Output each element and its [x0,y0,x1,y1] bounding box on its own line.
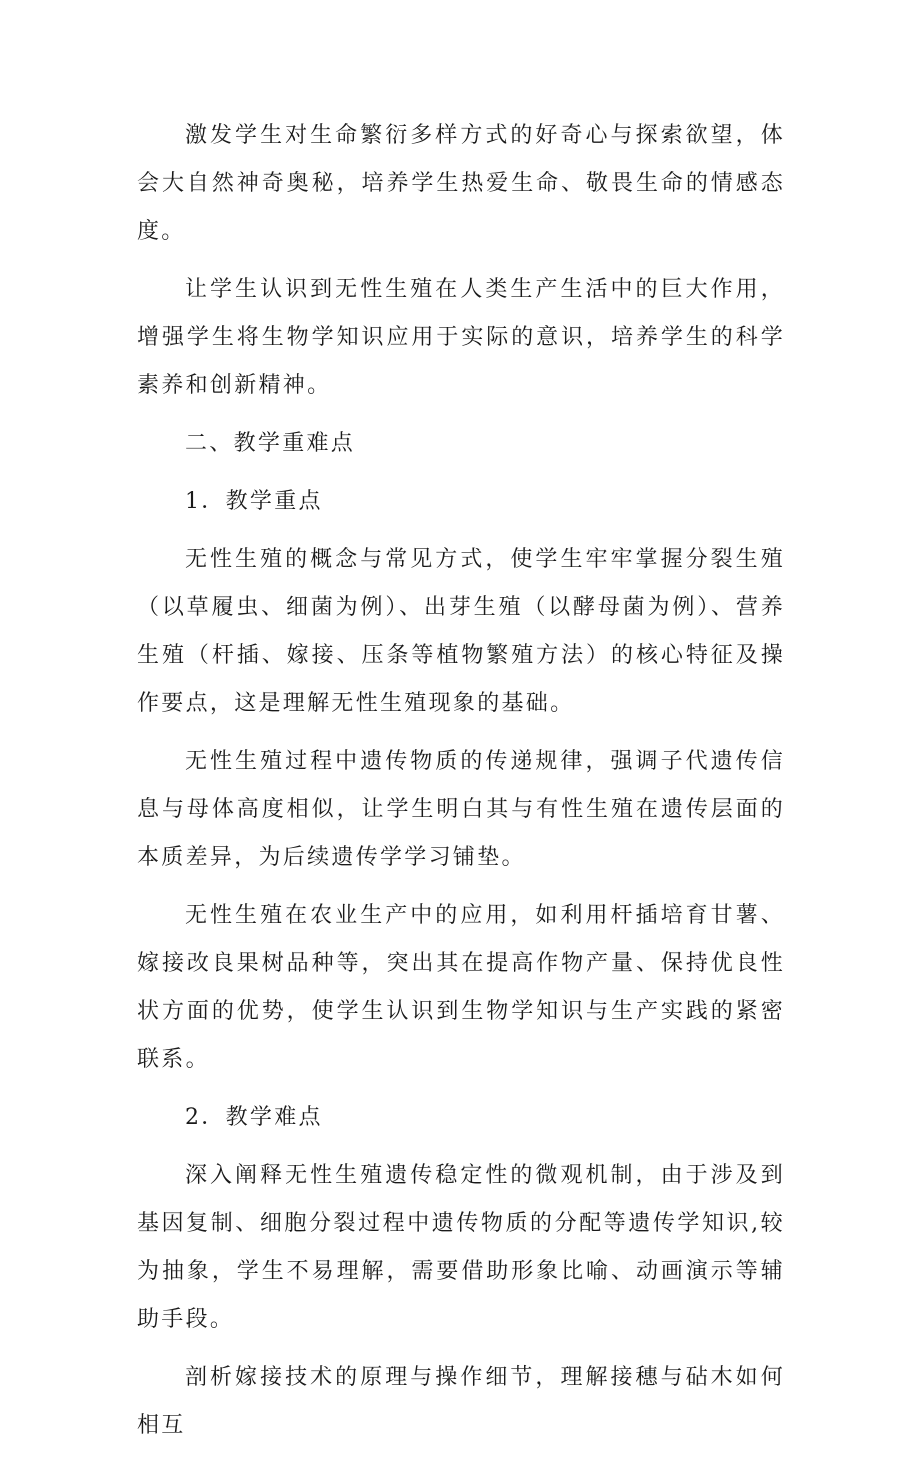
paragraph-emotion-goal: 激发学生对生命繁衍多样方式的好奇心与探索欲望，体会大自然神奇奥秘，培养学生热爱生命、敬畏生命的情感态度。 [137,123,785,244]
paragraph-focus-concepts: 无性生殖的概念与常见方式，使学生牢牢掌握分裂生殖（以草履虫、细菌为例）、出芽生殖（以酵母菌为例）、营养生殖（杆插、嫁接、压条等植物繁殖方法）的核心特征及操作要点，这是理解无性生殖现象的基础。 [137,547,785,716]
document-body [137,112,785,1460]
paragraph-focus-agriculture: 无性生殖在农业生产中的应用，如利用杆插培育甘薯、嫁接改良果树品种等，突出其在提高作物产量、保持优良性状方面的优势，使学生认识到生物学知识与生产实践的紧密联系。 [137,903,785,1072]
section-heading-key-points: 二、教学重难点 [185,431,356,456]
subheading-teaching-focus: 1．教学重点 [185,489,323,514]
paragraph-difficulty-mechanism: 深入阐释无性生殖遗传稳定性的微观机制，由于涉及到基因复制、细胞分裂过程中遗传物质的分配等遗传学知识,较为抽象，学生不易理解，需要借助形象比喻、动画演示等辅助手段。 [137,1163,785,1332]
paragraph-focus-inheritance: 无性生殖过程中遗传物质的传递规律，强调子代遗传信息与母体高度相似，让学生明白其与有性生殖在遗传层面的本质差异，为后续遗传学学习铺垫。 [137,749,785,870]
paragraph-difficulty-grafting: 剖析嫁接技术的原理与操作细节，理解接穗与砧木如何相互 [137,1365,785,1438]
subheading-teaching-difficulty: 2．教学难点 [185,1105,323,1130]
paragraph-application-goal: 让学生认识到无性生殖在人类生产生活中的巨大作用，增强学生将生物学知识应用于实际的意识，培养学生的科学素养和创新精神。 [137,277,785,398]
